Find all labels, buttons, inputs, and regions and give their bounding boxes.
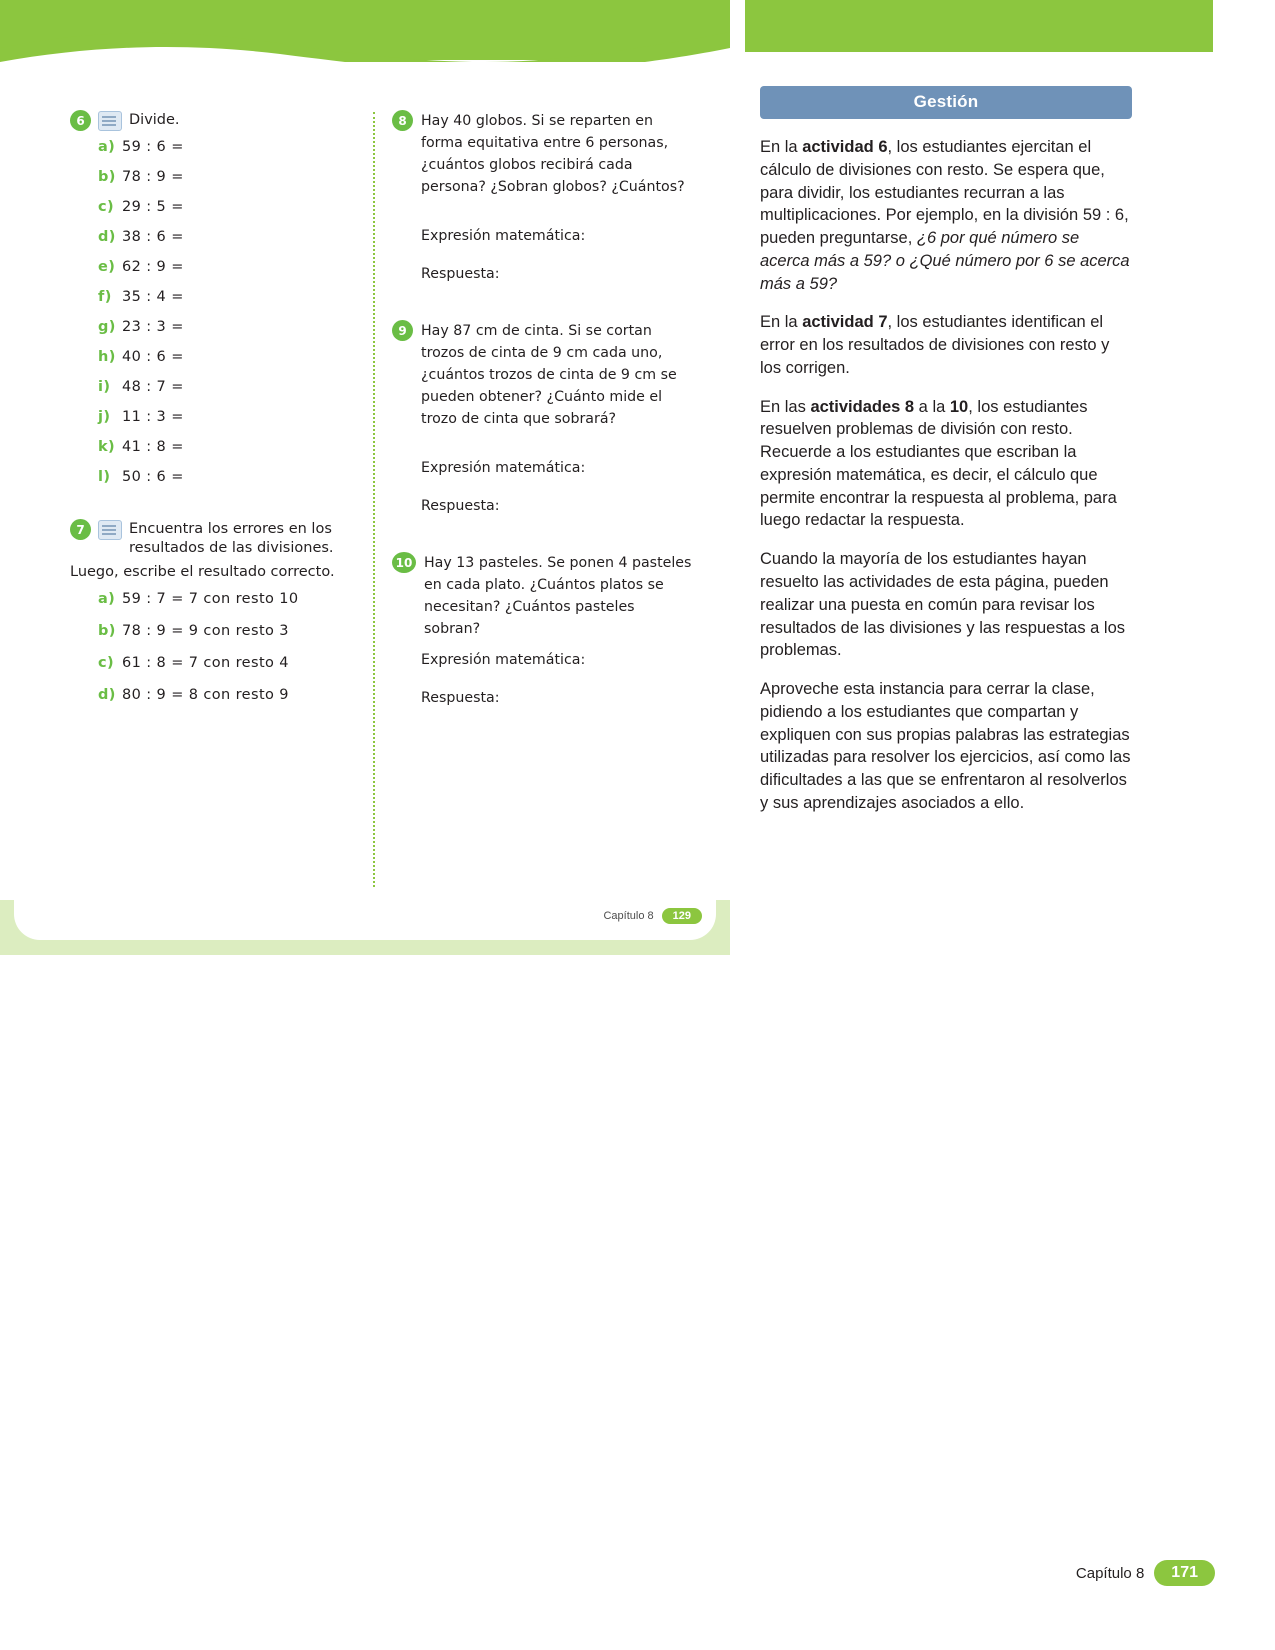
exercise-number-badge: 6 <box>70 110 91 131</box>
item-text: 61 : 8 = 7 con resto 4 <box>122 654 289 671</box>
exercise-8-text: Hay 40 globos. Si se reparten en forma equitativa entre 6 personas, ¿cuántos globos recibirá cada persona? ¿Sobran globos? ¿Cuántos? <box>421 113 685 195</box>
item-label: h) <box>98 349 116 365</box>
item-label: j) <box>98 409 111 425</box>
item-label: b) <box>98 622 116 639</box>
exercise-9-answer-label: Respuesta: <box>421 498 500 514</box>
spacer <box>392 244 692 266</box>
list-item <box>98 655 370 671</box>
item-text: 80 : 9 = 8 con resto 9 <box>122 686 289 703</box>
spacer <box>392 476 692 498</box>
spacer <box>392 640 692 652</box>
spacer <box>392 668 692 690</box>
text-run: Cuando la mayoría de los estudiantes hayan resuelto las actividades de esta página, pueden realizar una puesta en común para revisar los resultados de las divisiones y las respuestas a los problemas. <box>760 550 1126 660</box>
list-item <box>98 591 370 607</box>
exercise-7-title: Encuentra los errores en los resultados de las divisiones. <box>129 521 334 556</box>
exercise-number-badge: 10 <box>392 552 416 573</box>
text-run-bold: actividad 7 <box>802 313 888 332</box>
item-label: b) <box>98 169 116 185</box>
list-item <box>98 469 370 485</box>
student-column-right <box>392 110 692 706</box>
exercise-7-header <box>70 519 370 557</box>
list-item <box>98 169 370 185</box>
item-label: d) <box>98 229 116 245</box>
item-label: c) <box>98 654 115 671</box>
notes-paragraph <box>760 548 1132 662</box>
exercise-10-answer-label: Respuesta: <box>421 690 500 706</box>
text-run: En las <box>760 397 811 416</box>
list-item <box>98 259 370 275</box>
item-label: c) <box>98 199 115 215</box>
student-page-preview <box>0 0 730 955</box>
item-label: a) <box>98 139 116 155</box>
item-text: 29 : 5 = <box>122 199 184 215</box>
item-label: l) <box>98 469 111 485</box>
exercise-8-expression-label: Expresión matemática: <box>421 228 586 244</box>
list-item <box>98 349 370 365</box>
text-run-italic: ¿6 por qué número se acerca más a 59? o ¿Qué número por 6 se acerca más a 59? <box>760 229 1130 293</box>
text-run: a la <box>914 397 950 416</box>
item-text: 78 : 9 = 9 con resto 3 <box>122 622 289 639</box>
exercise-6-header <box>70 110 370 131</box>
item-text: 40 : 6 = <box>122 349 184 365</box>
item-text: 59 : 7 = 7 con resto 10 <box>122 590 299 607</box>
exercise-10-header <box>392 552 692 640</box>
write-icon <box>98 520 122 540</box>
spacer <box>392 198 692 228</box>
exercise-8-answer-label: Respuesta: <box>421 266 500 282</box>
student-page-footer <box>603 908 702 924</box>
footer-page-number: 171 <box>1154 1560 1215 1586</box>
text-run-bold: actividades 8 <box>810 397 915 416</box>
item-text: 35 : 4 = <box>122 289 184 305</box>
exercise-10-text: Hay 13 pasteles. Se ponen 4 pasteles en cada plato. ¿Cuántos platos se necesitan? ¿Cuántos pasteles sobran? <box>424 555 692 637</box>
exercise-number-badge: 8 <box>392 110 413 131</box>
list-item <box>98 199 370 215</box>
exercise-6-items <box>70 139 370 485</box>
list-item <box>98 139 370 155</box>
exercise-7-subtitle: Luego, escribe el resultado correcto. <box>70 564 335 581</box>
notes-paragraph <box>760 311 1132 379</box>
notes-paragraph <box>760 678 1132 815</box>
item-label: e) <box>98 259 116 275</box>
exercise-10-expression-label: Expresión matemática: <box>421 652 586 668</box>
column-divider <box>373 112 375 887</box>
write-icon <box>98 111 122 131</box>
list-item <box>98 439 370 455</box>
spacer <box>392 430 692 460</box>
item-text: 11 : 3 = <box>122 409 184 425</box>
notes-paragraph <box>760 396 1132 533</box>
exercise-9-block <box>392 320 692 514</box>
text-run-bold: 10 <box>949 397 969 416</box>
exercise-8-block <box>392 110 692 198</box>
list-item <box>98 319 370 335</box>
list-item <box>98 229 370 245</box>
footer-chapter-label: Capítulo 8 <box>1075 1564 1145 1582</box>
text-run: Aproveche esta instancia para cerrar la clase, pidiendo a los estudiantes que compartan y expliquen con sus propias palabras las estrategias utilizadas para resolver los ejercicios, así como las dificultades a las que se enfrentaron al resolverlos y sus aprendizajes asociados a ello. <box>760 680 1131 812</box>
list-item <box>98 289 370 305</box>
text-run: , los estudiantes identifican el error en los resultados de divisiones con resto y los corrigen. <box>760 313 1110 377</box>
student-column-left <box>70 110 370 719</box>
exercise-number-badge: 7 <box>70 519 91 540</box>
item-text: 62 : 9 = <box>122 259 184 275</box>
notes-header: Gestión <box>760 86 1132 119</box>
student-footer-label: Capítulo 8 <box>603 910 654 922</box>
exercise-7-block <box>70 519 370 703</box>
item-text: 78 : 9 = <box>122 169 184 185</box>
item-label: i) <box>98 379 111 395</box>
page-footer <box>1076 1560 1215 1586</box>
item-label: k) <box>98 439 116 455</box>
text-run-bold: actividad 6 <box>802 138 888 156</box>
text-run: En la <box>760 138 803 156</box>
top-green-bar-right <box>745 0 1213 52</box>
item-text: 23 : 3 = <box>122 319 184 335</box>
exercise-number-badge: 9 <box>392 320 413 341</box>
list-item <box>98 379 370 395</box>
teacher-notes-panel <box>760 86 1132 815</box>
exercise-6-title: Divide. <box>129 112 180 128</box>
list-item <box>98 409 370 425</box>
item-label: d) <box>98 686 116 703</box>
exercise-9-expression-label: Expresión matemática: <box>421 460 586 476</box>
exercise-9-text: Hay 87 cm de cinta. Si se cortan trozos de cinta de 9 cm cada uno, ¿cuántos trozos de cinta de 9 cm se pueden obtener? ¿Cuánto mide el trozo de cinta que sobrará? <box>421 323 677 427</box>
text-run: En la <box>760 313 803 332</box>
exercise-9-header <box>392 320 692 430</box>
text-run: , los estudiantes ejercitan el cálculo de divisiones con resto. Se espera que, para dividir, los estudiantes recurran a las multiplicaciones. Por ejemplo, en la división 59 : 6, pueden preguntarse, <box>760 138 1129 248</box>
list-item <box>98 623 370 639</box>
item-label: a) <box>98 590 116 607</box>
item-text: 48 : 7 = <box>122 379 184 395</box>
item-label: f) <box>98 289 112 305</box>
item-text: 41 : 8 = <box>122 439 184 455</box>
exercise-10-block <box>392 552 692 706</box>
notes-paragraph <box>760 136 1132 295</box>
exercise-7-items <box>70 591 370 703</box>
list-item <box>98 687 370 703</box>
item-text: 50 : 6 = <box>122 469 184 485</box>
text-run: , los estudiantes resuelven problemas de división con resto. Recuerde a los estudiantes que escriban la expresión matemática, es decir, el cálculo que permite encontrar la respuesta al problema, para luego redactar la respuesta. <box>760 397 1117 530</box>
student-footer-page-number: 129 <box>662 908 702 924</box>
item-text: 59 : 6 = <box>122 139 184 155</box>
item-label: g) <box>98 319 116 335</box>
item-text: 38 : 6 = <box>122 229 184 245</box>
